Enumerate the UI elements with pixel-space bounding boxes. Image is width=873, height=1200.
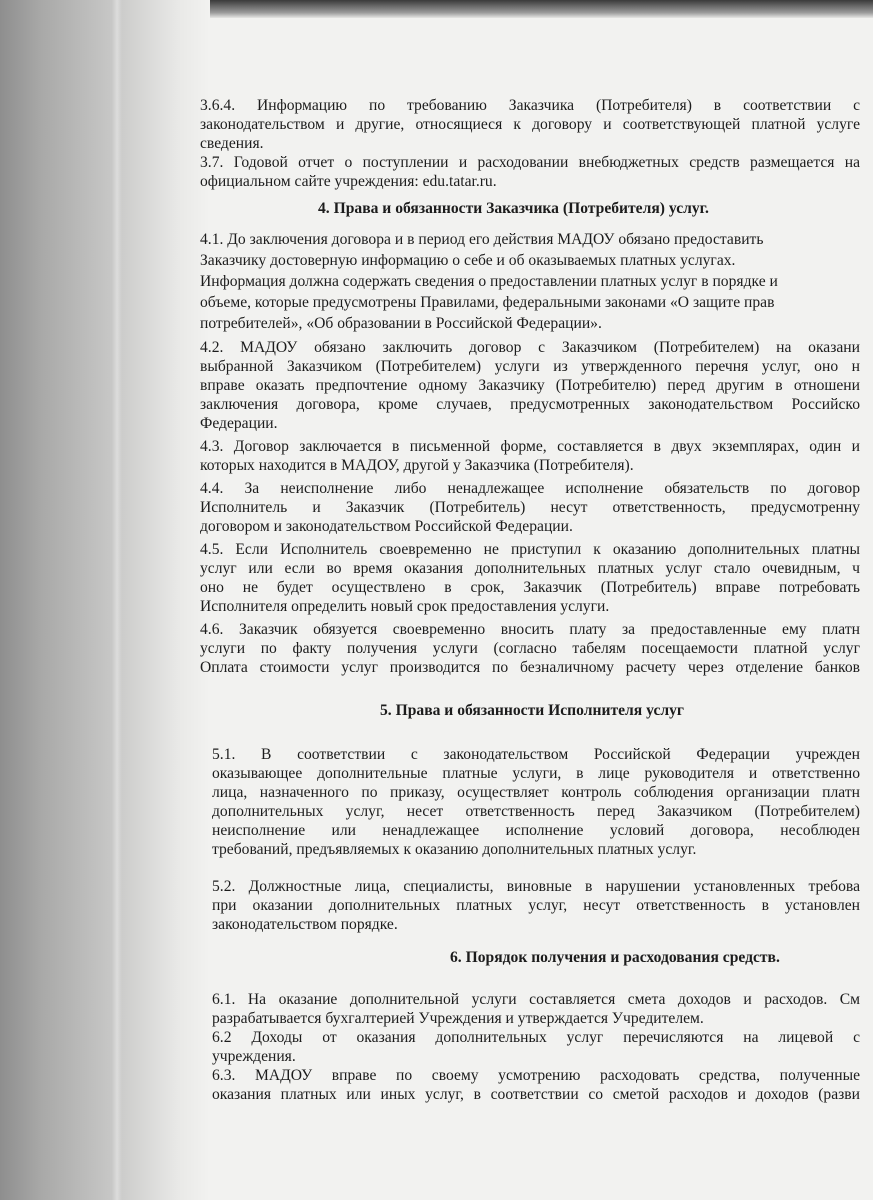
text-line: 4.3. Договор заключается в письменной форме, составляется в двух экземплярах, один и [200,438,860,455]
text-line: 4.1. До заключения договора и в период его действия МАДОУ обязано предоставить [200,231,764,248]
clause-5-2 [200,877,860,934]
text-line: 3.7. Годовой отчет о поступлении и расходовании внебюджетных средств размещается на [200,154,860,171]
text-line: услуг или если во время оказания дополнительных платных услуг стало очевидным, ч [200,560,860,577]
text-line: оказания платных или иных услуг, в соответствии со сметой расходов и доходов (разви [212,1086,860,1103]
text-line: оно не будет осуществлено в срок, Заказчик (Потребитель) вправе потребовать [200,579,860,596]
text-line: потребителей», «Об образовании в Российской Федерации». [200,315,602,332]
text-line: 5.1. В соответствии с законодательством Российской Федерации учрежден [212,746,860,763]
clause-4-6 [200,620,860,677]
clause-6-3 [200,1066,860,1104]
section-5-heading: 5. Права и обязанности Исполнителя услуг [380,702,685,719]
text-line: 6.2 Доходы от оказания дополнительных услуг перечисляются на лицевой с [212,1029,860,1046]
text-line: выбранной Заказчиком (Потребителем) услуги из утвержденного перечня услуг, оно н [200,358,860,375]
text-line: оказывающее дополнительные платные услуги, в лице руководителя и ответственно [212,765,860,782]
text-line: дополнительных услуг, несет ответственность перед Заказчиком (Потребителем) [212,803,860,820]
clause-4-5 [200,540,860,616]
clause-4-4 [200,479,860,536]
text-line: при оказании дополнительных платных услуг, несут ответственность в установлен [212,897,860,914]
text-line: законодательством и другие, относящиеся к договору и соответствующей платной услуге [200,116,860,133]
text-line: разрабатывается бухгалтерией Учреждения и утверждается Учредителем. [212,1010,704,1027]
text-line: учреждения. [212,1048,296,1065]
text-line: сведения. [200,135,264,152]
text-line: лица, назначенного по приказу, осуществляет контроль соблюдения организации платн [212,784,860,801]
text-line: вправе оказать предпочтение одному Заказчику (Потребителю) перед другим в отношени [200,377,860,394]
clause-4-1 [200,229,860,334]
text-line: 3.6.4. Информацию по требованию Заказчика (Потребителя) в соответствии с [200,97,860,114]
text-line: законодательством порядке. [212,916,398,933]
text-line: которых находится в МАДОУ, другой у Заказчика (Потребителя). [200,457,634,474]
text-line: договором и законодательством Российской Федерации. [200,518,573,535]
clause-4-3 [200,437,860,475]
text-line: 5.2. Должностные лица, специалисты, виновные в нарушении установленных требова [212,878,860,895]
text-line: 4.2. МАДОУ обязано заключить договор с Заказчиком (Потребителем) на оказани [200,339,860,356]
text-line: Исполнитель и Заказчик (Потребитель) несут ответственность, предусмотренну [200,499,860,516]
text-line: 4.4. За неисполнение либо ненадлежащее исполнение обязательств по договор [200,480,860,497]
text-line: 6.3. МАДОУ вправе по своему усмотрению расходовать средства, полученные [212,1067,860,1084]
clause-4-2 [200,338,860,433]
section-4-heading: 4. Права и обязанности Заказчика (Потребителя) услуг. [318,200,709,217]
scan-spine-highlight [112,0,122,1200]
text-line: Заказчику достоверную информацию о себе и об оказываемых платных услугах. [200,252,736,269]
text-line: Федерации. [200,415,278,432]
scan-page-shadow [0,0,210,1200]
text-line: Оплата стоимости услуг производится по безналичному расчету через отделение банков [200,659,860,676]
text-line: 4.5. Если Исполнитель своевременно не приступил к оказанию дополнительных платны [200,541,860,558]
text-line: услуги по факту получения услуги (согласно табелям посещаемости платной услуг [200,640,860,657]
text-line: объеме, которые предусмотрены Правилами, федеральными законами «О защите прав [200,294,775,311]
text-line: требований, предъявляемых к оказанию дополнительных платных услуг. [212,841,697,858]
text-line: 6.1. На оказание дополнительной услуги составляется смета доходов и расходов. См [212,991,860,1008]
section-3-tail [200,96,860,191]
text-line: Исполнителя определить новый срок предоставления услуги. [200,598,610,615]
text-line: Информация должна содержать сведения о предоставлении платных услуг в порядке и [200,273,778,290]
section-6-heading: 6. Порядок получения и расходования средств. [450,949,780,966]
text-line: 4.6. Заказчик обязуется своевременно вносить плату за предоставленные ему платн [200,621,860,638]
text-line: неисполнение или ненадлежащее исполнение условий договора, несоблюден [212,822,860,839]
clause-5-1 [200,745,860,859]
clause-6-1 [200,990,860,1028]
text-line: заключения договора, кроме случаев, предусмотренных законодательством Российско [200,396,860,413]
clause-6-2 [200,1028,860,1066]
text-line: официальном сайте учреждения: edu.tatar.ru. [200,173,497,190]
document-page [200,96,860,1104]
